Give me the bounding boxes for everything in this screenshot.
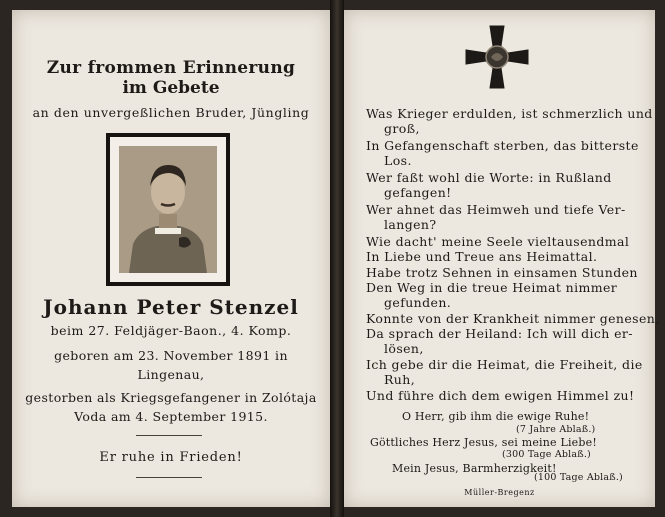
military-unit: beim 27. Feldjäger-Baon., 4. Komp. — [50, 323, 292, 338]
poem-line: lösen, — [384, 341, 424, 356]
poem-line: Wie dacht' meine Seele vieltausendmal — [366, 234, 630, 249]
right-card-page — [344, 10, 660, 507]
portrait-photo — [119, 146, 217, 273]
heading-line-1: Zur frommen Erinnerung — [46, 58, 296, 78]
closing-blessing: Er ruhe in Frieden! — [99, 450, 243, 465]
poem-line: Wer ahnet das Heimweh und tiefe Ver- — [366, 202, 626, 217]
printer-imprint: Müller-Bregenz — [464, 488, 535, 497]
poem-line: groß, — [384, 121, 420, 136]
poem-line: Konnte von der Krankheit nimmer genesen, — [366, 311, 660, 326]
heading-line-2: im Gebete — [122, 78, 220, 98]
birth-line-1: geboren am 23. November 1891 in — [54, 348, 288, 363]
divider-top — [136, 435, 202, 436]
poem-line: Habe trotz Sehnen in einsamen Stunden — [366, 265, 638, 280]
deceased-name: Johann Peter Stenzel — [43, 295, 299, 319]
poem-line: In Gefangenschaft sterben, das bitterste — [366, 138, 639, 153]
prayer-2: Göttliches Herz Jesus, sei meine Liebe! — [370, 436, 597, 449]
poem-line: Ich gebe dir die Heimat, die Freiheit, die — [366, 357, 643, 372]
poem-line: Ruh, — [384, 372, 416, 387]
poem-line: Los. — [384, 153, 412, 168]
indulgence-2: (300 Tage Ablaß.) — [502, 449, 591, 460]
poem-line: langen? — [384, 217, 437, 232]
poem-line: gefangen! — [384, 185, 452, 200]
divider-bottom — [136, 477, 202, 478]
indulgence-1: (7 Jahre Ablaß.) — [516, 424, 596, 435]
poem-line: gefunden. — [384, 295, 452, 310]
poem-line: Da sprach der Heiland: Ich will dich er- — [366, 326, 633, 341]
poem-line: Den Weg in die treue Heimat nimmer — [366, 280, 618, 295]
poem-line: Und führe dich dem ewigen Himmel zu! — [366, 388, 635, 403]
indulgence-3: (100 Tage Ablaß.) — [534, 472, 623, 483]
poem-line: Wer faßt wohl die Worte: in Rußland — [366, 170, 612, 185]
dedication-text: an den unvergeßlichen Bruder, Jüngling — [32, 105, 310, 120]
card-fold-spine — [330, 0, 344, 517]
prayer-1: O Herr, gib ihm die ewige Ruhe! — [402, 410, 590, 423]
birth-line-2: Lingenau, — [137, 367, 205, 382]
left-card-page — [12, 10, 330, 507]
poem-line: Was Krieger erdulden, ist schmerzlich und — [366, 106, 653, 121]
portrait-frame — [106, 133, 230, 286]
death-line-2: Voda am 4. September 1915. — [74, 409, 268, 424]
portrait-figure-icon — [119, 146, 217, 273]
poem-line: In Liebe und Treue ans Heimattal. — [366, 249, 598, 264]
prayer-3: Mein Jesus, Barmherzigkeit! — [392, 462, 557, 475]
iron-cross-icon — [464, 24, 530, 90]
death-line-1: gestorben als Kriegsgefangener in Zolótaja — [25, 390, 317, 405]
